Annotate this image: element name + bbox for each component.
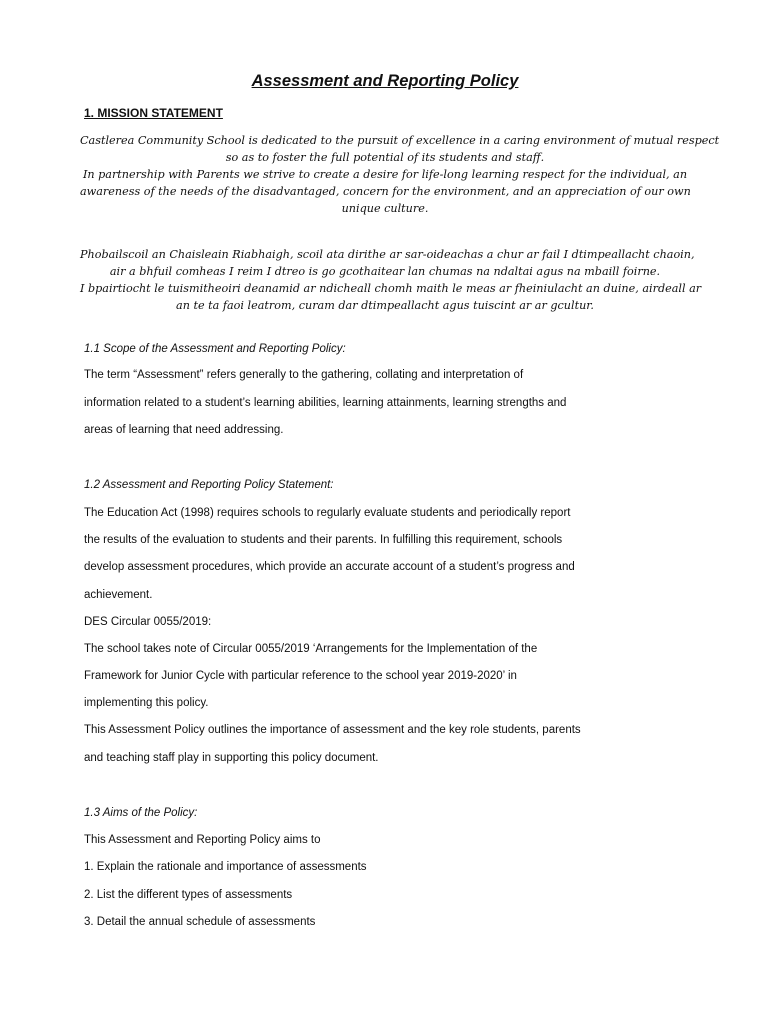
mission-heading: 1. MISSION STATEMENT (84, 106, 223, 120)
mission-statement-english (80, 132, 720, 217)
mission-irish-line: Phobailscoil an Chaisleain Riabhaigh, scoil ata dirithe ar sar-oideachas a chur ar fail I dtimpeallacht chaoin, (80, 248, 695, 261)
mission-irish-line: air a bhfuil comheas I reim I dtreo is go gcothaitear lan chumas na ndaltai agus na mbaill foirne. (109, 265, 661, 278)
section-1-2-heading: 1.2 Assessment and Reporting Policy Statement: (84, 479, 334, 491)
section-1-1-line: information related to a student’s learning abilities, learning attainments, learning strengths and (84, 397, 567, 409)
mission-irish-line: an te ta faoi leatrom, curam dar dtimpeallacht agus tuiscint ar ar gcultur. (176, 299, 594, 312)
section-1-2-line: This Assessment Policy outlines the importance of assessment and the key role students, parents (84, 724, 581, 736)
section-1-2-line: Framework for Junior Cycle with particular reference to the school year 2019-2020’ in (84, 670, 517, 682)
section-1-2-line: and teaching staff play in supporting this policy document. (84, 752, 379, 764)
section-1-2-line: the results of the evaluation to students and their parents. In fulfilling this requirement, schools (84, 534, 563, 546)
mission-english-line: Castlerea Community School is dedicated to the pursuit of excellence in a caring environment of mutual respect (80, 134, 720, 147)
section-1-1-line: areas of learning that need addressing. (84, 424, 284, 436)
page-title: Assessment and Reporting Policy (251, 72, 519, 90)
section-1-3-list-item: 1. Explain the rationale and importance of assessments (84, 861, 367, 873)
section-1-2-line: The Education Act (1998) requires schools to regularly evaluate students and periodically report (84, 507, 571, 519)
section-1-1-line: The term “Assessment” refers generally to the gathering, collating and interpretation of (84, 369, 524, 381)
mission-english-line: unique culture. (341, 202, 429, 215)
section-1-3-list-item: 2. List the different types of assessments (84, 889, 293, 901)
mission-english-line: awareness of the needs of the disadvantaged, concern for the environment, and an appreciation of our own (80, 185, 691, 198)
section-1-2-line: achievement. (84, 589, 153, 601)
section-1-3-line: This Assessment and Reporting Policy aims to (84, 834, 321, 846)
mission-statement-irish (80, 246, 702, 314)
section-1-2-line: implementing this policy. (84, 697, 209, 709)
section-1-1-heading: 1.1 Scope of the Assessment and Reporting Policy: (84, 343, 346, 355)
section-1-2-line: The school takes note of Circular 0055/2019 ‘Arrangements for the Implementation of the (84, 643, 538, 655)
section-1-2-line: develop assessment procedures, which provide an accurate account of a student’s progress and (84, 561, 575, 573)
section-1-3-list-item: 3. Detail the annual schedule of assessments (84, 916, 316, 928)
mission-english-line: so as to foster the full potential of its students and staff. (225, 151, 545, 164)
section-1-3-heading: 1.3 Aims of the Policy: (84, 807, 198, 819)
mission-irish-line: I bpairtiocht le tuismitheoiri deanamid ar ndicheall chomh maith le meas ar fheiniulacht an duine, airdeall ar (80, 282, 702, 295)
section-1-2-line: DES Circular 0055/2019: (84, 616, 212, 628)
mission-english-line: In partnership with Parents we strive to create a desire for life-long learning respect for the individual, an (82, 168, 688, 181)
